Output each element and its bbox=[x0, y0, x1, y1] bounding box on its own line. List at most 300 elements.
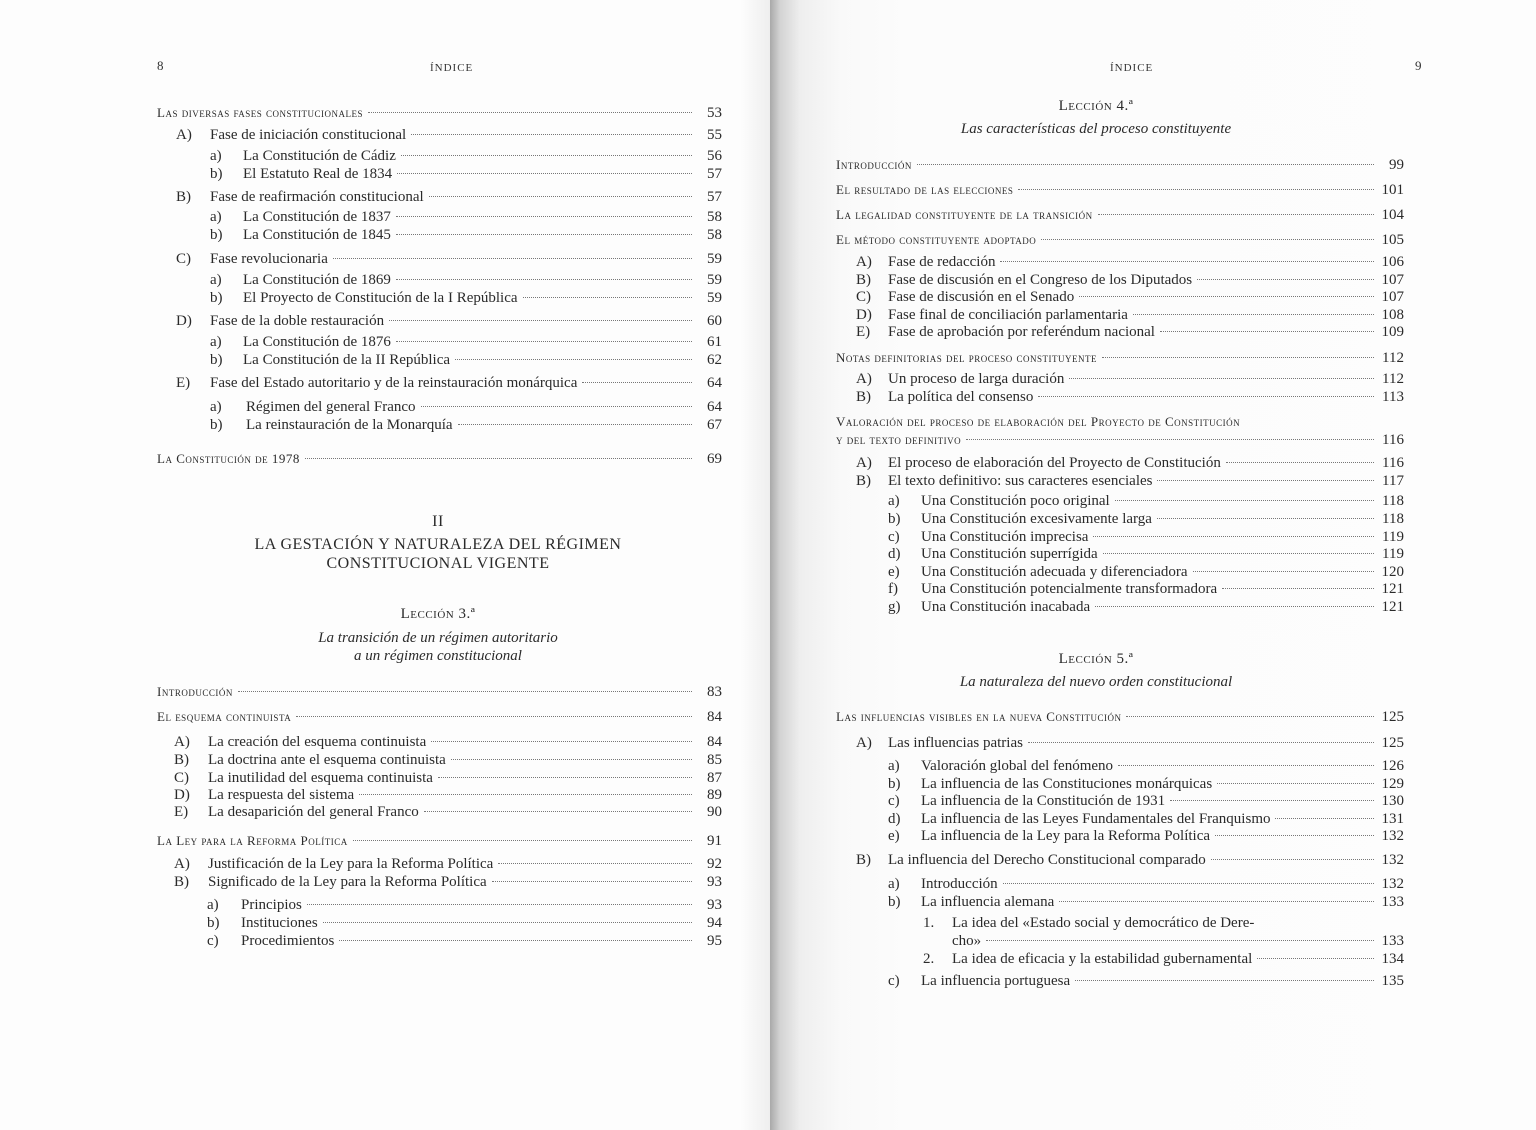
entry-label: Una Constitución superrígida bbox=[921, 546, 1098, 562]
dot-leader bbox=[396, 279, 692, 280]
dot-leader bbox=[1215, 835, 1374, 836]
entry-label: Justificación de la Ley para la Reforma Política bbox=[208, 856, 494, 872]
toc-entry bbox=[243, 351, 722, 369]
entry-page-number: 58 bbox=[707, 209, 722, 225]
toc-entry bbox=[210, 126, 722, 144]
dot-leader bbox=[1160, 331, 1374, 332]
entry-label: Las influencias visibles en la nueva Constitución bbox=[836, 709, 1122, 724]
toc-entry bbox=[921, 972, 1404, 990]
entry-label: La Constitución de 1869 bbox=[243, 272, 391, 288]
entry-page-number: 130 bbox=[1381, 793, 1404, 809]
toc-marker: g) bbox=[888, 599, 901, 615]
entry-page-number: 101 bbox=[1381, 182, 1404, 198]
toc-entry bbox=[836, 206, 1404, 224]
entry-label: La reinstauración de la Monarquía bbox=[246, 417, 453, 433]
toc-entry bbox=[243, 271, 722, 289]
toc-entry bbox=[241, 932, 722, 950]
dot-leader bbox=[966, 439, 1374, 440]
dot-leader bbox=[1157, 518, 1374, 519]
entry-page-number: 132 bbox=[1381, 852, 1404, 868]
toc-entry bbox=[921, 757, 1404, 775]
running-head: ÍNDICE bbox=[430, 62, 474, 74]
entry-page-number: 67 bbox=[707, 417, 722, 433]
entry-page-number: 109 bbox=[1381, 324, 1404, 340]
toc-entry bbox=[208, 855, 722, 873]
toc-entry bbox=[243, 208, 722, 226]
entry-page-number: 107 bbox=[1381, 289, 1404, 305]
entry-page-number: 116 bbox=[1382, 455, 1404, 471]
entry-label: El esquema continuista bbox=[157, 709, 292, 724]
dot-leader bbox=[455, 359, 692, 360]
toc-entry bbox=[243, 147, 722, 165]
toc-entry bbox=[836, 231, 1404, 249]
entry-page-number: 64 bbox=[707, 375, 722, 391]
dot-leader bbox=[396, 341, 692, 342]
toc-entry bbox=[888, 370, 1404, 388]
toc-entry bbox=[243, 226, 722, 244]
toc-marker: A) bbox=[174, 856, 190, 872]
toc-marker: D) bbox=[856, 307, 872, 323]
toc-marker: c) bbox=[888, 529, 900, 545]
entry-page-number: 85 bbox=[707, 752, 722, 768]
entry-page-number: 61 bbox=[707, 334, 722, 350]
dot-leader bbox=[582, 382, 692, 383]
dot-leader bbox=[429, 196, 692, 197]
entry-page-number: 56 bbox=[707, 148, 722, 164]
toc-marker: a) bbox=[210, 399, 222, 415]
toc-marker: E) bbox=[176, 375, 191, 391]
entry-label: La influencia de las Leyes Fundamentales del Franquismo bbox=[921, 811, 1271, 827]
entry-page-number: 121 bbox=[1381, 599, 1404, 615]
dot-leader bbox=[1028, 742, 1374, 743]
dot-leader bbox=[523, 297, 692, 298]
toc-marker: c) bbox=[888, 793, 900, 809]
toc-entry bbox=[246, 398, 722, 416]
toc-marker: a) bbox=[888, 876, 900, 892]
toc-marker: a) bbox=[210, 272, 222, 288]
toc-marker: c) bbox=[207, 933, 219, 949]
dot-leader bbox=[296, 716, 692, 717]
entry-label: El método constituyente adoptado bbox=[836, 232, 1037, 247]
toc-entry bbox=[241, 914, 722, 932]
entry-label: Significado de la Ley para la Reforma Política bbox=[208, 874, 487, 890]
dot-leader bbox=[986, 940, 1374, 941]
entry-label: Fase del Estado autoritario y de la reinstauración monárquica bbox=[210, 375, 578, 391]
toc-entry bbox=[921, 875, 1404, 893]
toc-entry bbox=[208, 751, 722, 769]
dot-leader bbox=[1275, 818, 1374, 819]
toc-marker: b) bbox=[210, 227, 223, 243]
toc-entry bbox=[157, 683, 722, 701]
dot-leader bbox=[1069, 378, 1374, 379]
dot-leader bbox=[389, 320, 692, 321]
entry-page-number: 118 bbox=[1382, 511, 1404, 527]
entry-page-number: 58 bbox=[707, 227, 722, 243]
entry-page-number: 134 bbox=[1381, 951, 1404, 967]
toc-marker: A) bbox=[856, 735, 872, 751]
entry-label: Fase revolucionaria bbox=[210, 251, 328, 267]
entry-page-number: 83 bbox=[707, 684, 722, 700]
page-number: 8 bbox=[157, 58, 164, 73]
entry-label: Una Constitución potencialmente transformadora bbox=[921, 581, 1218, 597]
entry-page-number: 135 bbox=[1381, 973, 1404, 989]
gutter-shadow bbox=[740, 0, 770, 1130]
toc-entry bbox=[888, 288, 1404, 306]
toc-marker: b) bbox=[210, 417, 223, 433]
toc-entry bbox=[921, 810, 1404, 828]
toc-entry bbox=[888, 388, 1404, 406]
entry-label: Valoración global del fenómeno bbox=[921, 758, 1114, 774]
dot-leader bbox=[1059, 901, 1374, 902]
dot-leader bbox=[1118, 765, 1374, 766]
toc-marker: 2. bbox=[923, 951, 935, 967]
entry-label: Fase de iniciación constitucional bbox=[210, 127, 407, 143]
dot-leader bbox=[1170, 800, 1374, 801]
entry-label: Introducción bbox=[921, 876, 998, 892]
entry-label: Fase de la doble restauración bbox=[210, 313, 385, 329]
toc-entry bbox=[157, 708, 722, 726]
toc-marker: B) bbox=[174, 874, 189, 890]
dot-leader bbox=[397, 173, 692, 174]
entry-label: Introducción bbox=[836, 157, 912, 172]
dot-leader bbox=[401, 155, 692, 156]
dot-leader bbox=[339, 940, 692, 941]
entry-page-number: 133 bbox=[1381, 894, 1404, 910]
entry-label: El Estatuto Real de 1834 bbox=[243, 166, 393, 182]
entry-label: Las diversas fases constitucionales bbox=[157, 105, 364, 120]
entry-label: La inutilidad del esquema continuista bbox=[208, 770, 433, 786]
entry-page-number: 129 bbox=[1381, 776, 1404, 792]
dot-leader bbox=[307, 904, 692, 905]
dot-leader bbox=[917, 164, 1374, 165]
dot-leader bbox=[1003, 883, 1374, 884]
toc-entry bbox=[888, 851, 1404, 869]
entry-page-number: 93 bbox=[707, 874, 722, 890]
entry-label: Notas definitorias del proceso constituyente bbox=[836, 350, 1098, 365]
toc-entry bbox=[952, 932, 1404, 950]
dot-leader bbox=[498, 863, 692, 864]
entry-label: La Constitución de la II República bbox=[243, 352, 451, 368]
toc-entry bbox=[921, 580, 1404, 598]
entry-page-number: 125 bbox=[1381, 735, 1404, 751]
entry-page-number: 118 bbox=[1382, 493, 1404, 509]
entry-label: El Proyecto de Constitución de la I República bbox=[243, 290, 518, 306]
toc-marker: C) bbox=[174, 770, 189, 786]
toc-entry bbox=[157, 450, 722, 468]
lesson-heading: Lección 3.ª bbox=[400, 606, 476, 622]
entry-label: La influencia de la Ley para la Reforma Política bbox=[921, 828, 1211, 844]
toc-marker: b) bbox=[210, 352, 223, 368]
dot-leader bbox=[359, 794, 692, 795]
toc-entry bbox=[888, 472, 1404, 490]
dot-leader bbox=[323, 922, 692, 923]
toc-entry bbox=[921, 510, 1404, 528]
toc-entry bbox=[921, 545, 1404, 563]
dot-leader bbox=[368, 112, 692, 113]
entry-label: La Constitución de 1845 bbox=[243, 227, 391, 243]
dot-leader bbox=[396, 234, 692, 235]
entry-label: Introducción bbox=[157, 684, 233, 699]
entry-page-number: 119 bbox=[1382, 529, 1404, 545]
toc-entry bbox=[241, 896, 722, 914]
entry-label: Principios bbox=[241, 897, 302, 913]
entry-page-number: 92 bbox=[707, 856, 722, 872]
entry-label: La Constitución de 1978 bbox=[157, 451, 300, 466]
dot-leader bbox=[1000, 261, 1374, 262]
lesson-heading: Lección 4.ª bbox=[1058, 98, 1134, 114]
dot-leader bbox=[1197, 279, 1374, 280]
toc-marker: D) bbox=[174, 787, 190, 803]
entry-label: Régimen del general Franco bbox=[246, 399, 416, 415]
entry-page-number: 59 bbox=[707, 290, 722, 306]
entry-page-number: 87 bbox=[707, 770, 722, 786]
entry-label: Procedimientos bbox=[241, 933, 335, 949]
entry-page-number: 117 bbox=[1382, 473, 1404, 489]
toc-marker: A) bbox=[856, 371, 872, 387]
toc-marker: A) bbox=[856, 455, 872, 471]
dot-leader bbox=[438, 777, 692, 778]
part-title-line2: CONSTITUCIONAL VIGENTE bbox=[326, 555, 550, 572]
entry-label: La respuesta del sistema bbox=[208, 787, 355, 803]
toc-entry bbox=[921, 528, 1404, 546]
toc-entry bbox=[888, 323, 1404, 341]
toc-marker: b) bbox=[888, 894, 901, 910]
entry-page-number: 84 bbox=[707, 734, 722, 750]
dot-leader bbox=[1102, 357, 1374, 358]
entry-label: Fase de redacción bbox=[888, 254, 996, 270]
entry-label: La Constitución de 1876 bbox=[243, 334, 391, 350]
toc-entry bbox=[208, 733, 722, 751]
toc-marker: b) bbox=[207, 915, 220, 931]
toc-entry bbox=[836, 413, 1404, 431]
entry-label: Una Constitución adecuada y diferenciadora bbox=[921, 564, 1188, 580]
dot-leader bbox=[492, 881, 692, 882]
entry-page-number: 105 bbox=[1381, 232, 1404, 248]
dot-leader bbox=[333, 258, 692, 259]
entry-page-number: 93 bbox=[707, 897, 722, 913]
toc-entry bbox=[243, 289, 722, 307]
dot-leader bbox=[458, 424, 692, 425]
entry-page-number: 64 bbox=[707, 399, 722, 415]
toc-marker: B) bbox=[856, 473, 871, 489]
toc-entry bbox=[952, 914, 1404, 932]
entry-label: Fase final de conciliación parlamentaria bbox=[888, 307, 1128, 323]
dot-leader bbox=[421, 406, 692, 407]
entry-page-number: 69 bbox=[707, 451, 722, 467]
toc-marker: A) bbox=[856, 254, 872, 270]
toc-entry bbox=[888, 306, 1404, 324]
toc-marker: a) bbox=[888, 758, 900, 774]
entry-label: El resultado de las elecciones bbox=[836, 182, 1014, 197]
toc-marker: b) bbox=[888, 511, 901, 527]
running-head: ÍNDICE bbox=[1110, 62, 1154, 74]
entry-label: Instituciones bbox=[241, 915, 318, 931]
entry-label: La Constitución de 1837 bbox=[243, 209, 391, 225]
toc-marker: B) bbox=[856, 852, 871, 868]
entry-label: La desaparición del general Franco bbox=[208, 804, 419, 820]
toc-entry bbox=[836, 349, 1404, 367]
toc-marker: 1. bbox=[923, 915, 935, 931]
lesson-subtitle: La naturaleza del nuevo orden constitucional bbox=[959, 674, 1233, 690]
entry-page-number: 133 bbox=[1381, 933, 1404, 949]
entry-page-number: 112 bbox=[1382, 371, 1404, 387]
entry-label: cho» bbox=[952, 933, 982, 949]
entry-page-number: 89 bbox=[707, 787, 722, 803]
part-title-line1: LA GESTACIÓN Y NATURALEZA DEL RÉGIMEN bbox=[254, 536, 622, 553]
entry-label: El texto definitivo: sus caracteres esenciales bbox=[888, 473, 1153, 489]
entry-page-number: 84 bbox=[707, 709, 722, 725]
entry-page-number: 131 bbox=[1381, 811, 1404, 827]
dot-leader bbox=[1093, 536, 1374, 537]
entry-page-number: 106 bbox=[1381, 254, 1404, 270]
entry-page-number: 59 bbox=[707, 272, 722, 288]
toc-entry bbox=[836, 708, 1404, 726]
toc-marker: d) bbox=[888, 546, 901, 562]
page-number: 9 bbox=[1415, 58, 1422, 73]
entry-page-number: 120 bbox=[1381, 564, 1404, 580]
toc-marker: a) bbox=[207, 897, 219, 913]
toc-entry bbox=[836, 181, 1404, 199]
entry-page-number: 59 bbox=[707, 251, 722, 267]
toc-entry bbox=[836, 156, 1404, 174]
toc-marker: A) bbox=[174, 734, 190, 750]
toc-entry bbox=[921, 598, 1404, 616]
toc-marker: e) bbox=[888, 828, 900, 844]
entry-label: y del texto definitivo bbox=[836, 432, 962, 447]
entry-label: La política del consenso bbox=[888, 389, 1034, 405]
dot-leader bbox=[1211, 859, 1374, 860]
toc-entry bbox=[921, 492, 1404, 510]
lesson-subtitle: Las características del proceso constituyente bbox=[960, 121, 1232, 137]
toc-marker: a) bbox=[888, 493, 900, 509]
entry-label: Fase de aprobación por referéndum nacional bbox=[888, 324, 1155, 340]
entry-page-number: 62 bbox=[707, 352, 722, 368]
entry-page-number: 132 bbox=[1381, 828, 1404, 844]
toc-entry bbox=[836, 431, 1404, 449]
entry-page-number: 108 bbox=[1381, 307, 1404, 323]
dot-leader bbox=[1018, 189, 1374, 190]
entry-label: Valoración del proceso de elaboración del Proyecto de Constitución bbox=[836, 414, 1241, 429]
entry-label: Una Constitución excesivamente larga bbox=[921, 511, 1152, 527]
toc-entry bbox=[952, 950, 1404, 968]
toc-entry bbox=[157, 104, 722, 122]
dot-leader bbox=[1193, 571, 1374, 572]
toc-entry bbox=[208, 769, 722, 787]
entry-label: La influencia del Derecho Constitucional comparado bbox=[888, 852, 1206, 868]
entry-page-number: 53 bbox=[707, 105, 722, 121]
entry-page-number: 90 bbox=[707, 804, 722, 820]
entry-label: La idea de eficacia y la estabilidad gubernamental bbox=[952, 951, 1253, 967]
dot-leader bbox=[1095, 606, 1374, 607]
toc-marker: B) bbox=[856, 389, 871, 405]
toc-entry bbox=[157, 832, 722, 850]
entry-label: Una Constitución inacabada bbox=[921, 599, 1091, 615]
entry-label: La influencia alemana bbox=[921, 894, 1055, 910]
dot-leader bbox=[1257, 958, 1374, 959]
toc-marker: a) bbox=[210, 334, 222, 350]
toc-marker: f) bbox=[888, 581, 898, 597]
dot-leader bbox=[1222, 588, 1374, 589]
entry-page-number: 116 bbox=[1382, 432, 1404, 448]
dot-leader bbox=[1133, 314, 1374, 315]
toc-entry bbox=[210, 312, 722, 330]
entry-page-number: 99 bbox=[1389, 157, 1404, 173]
toc-entry bbox=[210, 374, 722, 392]
dot-leader bbox=[1075, 980, 1374, 981]
toc-entry bbox=[208, 873, 722, 891]
toc-entry bbox=[243, 333, 722, 351]
toc-marker: b) bbox=[210, 166, 223, 182]
toc-entry bbox=[888, 454, 1404, 472]
dot-leader bbox=[1217, 783, 1374, 784]
toc-marker: a) bbox=[210, 209, 222, 225]
toc-entry bbox=[210, 250, 722, 268]
dot-leader bbox=[396, 216, 692, 217]
dot-leader bbox=[1226, 462, 1374, 463]
entry-label: El proceso de elaboración del Proyecto de Constitución bbox=[888, 455, 1221, 471]
dot-leader bbox=[424, 811, 692, 812]
toc-marker: b) bbox=[210, 290, 223, 306]
dot-leader bbox=[1157, 480, 1374, 481]
lesson-subtitle-line1: La transición de un régimen autoritario bbox=[318, 630, 558, 646]
dot-leader bbox=[1126, 716, 1374, 717]
part-roman: II bbox=[432, 513, 444, 530]
toc-marker: e) bbox=[888, 564, 900, 580]
toc-entry bbox=[921, 563, 1404, 581]
lesson-subtitle-line2: a un régimen constitucional bbox=[354, 648, 522, 664]
entry-page-number: 107 bbox=[1381, 272, 1404, 288]
entry-label: Fase de discusión en el Senado bbox=[888, 289, 1075, 305]
dot-leader bbox=[1098, 214, 1374, 215]
dot-leader bbox=[353, 840, 692, 841]
entry-label: La doctrina ante el esquema continuista bbox=[208, 752, 446, 768]
entry-label: Un proceso de larga duración bbox=[888, 371, 1065, 387]
toc-entry bbox=[888, 253, 1404, 271]
entry-page-number: 55 bbox=[707, 127, 722, 143]
toc-marker: E) bbox=[174, 804, 189, 820]
entry-page-number: 113 bbox=[1382, 389, 1404, 405]
entry-label: Una Constitución poco original bbox=[921, 493, 1110, 509]
right-page bbox=[770, 0, 1536, 1130]
dot-leader bbox=[411, 134, 692, 135]
entry-page-number: 57 bbox=[707, 189, 722, 205]
entry-page-number: 91 bbox=[707, 833, 722, 849]
toc-entry bbox=[888, 734, 1404, 752]
dot-leader bbox=[451, 759, 692, 760]
toc-marker: d) bbox=[888, 811, 901, 827]
toc-marker: B) bbox=[856, 272, 871, 288]
entry-label: La legalidad constituyente de la transición bbox=[836, 207, 1093, 222]
toc-entry bbox=[888, 271, 1404, 289]
entry-label: La creación del esquema continuista bbox=[208, 734, 427, 750]
toc-marker: b) bbox=[888, 776, 901, 792]
toc-marker: C) bbox=[856, 289, 871, 305]
entry-label: La influencia portuguesa bbox=[921, 973, 1071, 989]
toc-entry bbox=[246, 416, 722, 434]
lesson-heading: Lección 5.ª bbox=[1058, 651, 1134, 667]
entry-page-number: 60 bbox=[707, 313, 722, 329]
toc-marker: c) bbox=[888, 973, 900, 989]
dot-leader bbox=[1079, 296, 1374, 297]
entry-label: Una Constitución imprecisa bbox=[921, 529, 1089, 545]
dot-leader bbox=[1038, 396, 1374, 397]
dot-leader bbox=[1115, 500, 1374, 501]
toc-entry bbox=[210, 188, 722, 206]
toc-marker: D) bbox=[176, 313, 192, 329]
toc-marker: B) bbox=[176, 189, 191, 205]
entry-page-number: 57 bbox=[707, 166, 722, 182]
entry-page-number: 104 bbox=[1381, 207, 1404, 223]
